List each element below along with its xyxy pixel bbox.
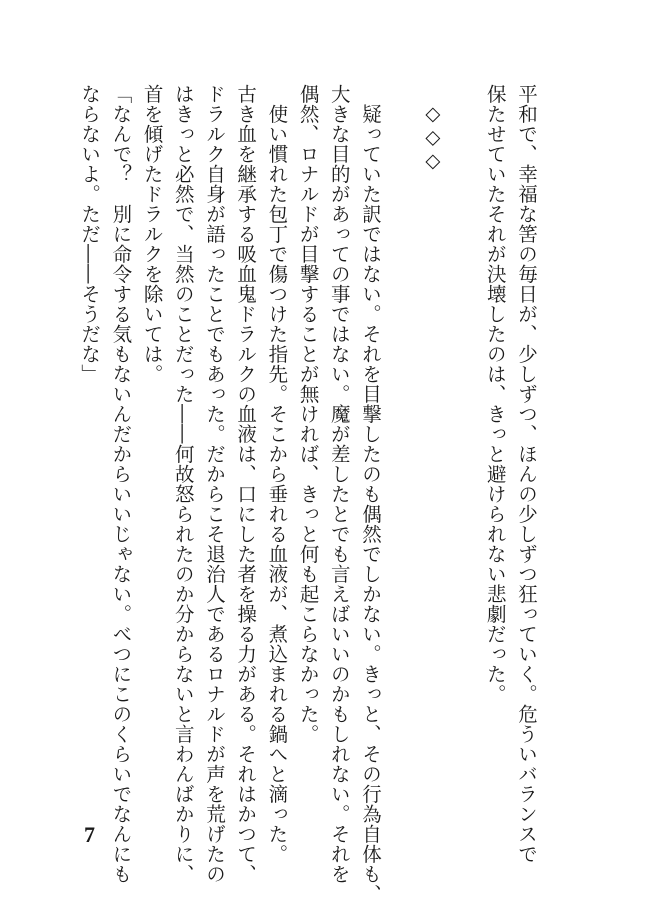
text-line: 「なんで？ 別に命令する気もないんだからいいじゃない。べつにこのくらいでなんにも bbox=[109, 84, 133, 884]
text-line: 平和で、幸福な筈の毎日が、少しずつ、ほんの少しずつ狂っていく。危ういバランスで bbox=[515, 84, 538, 864]
vertical-text-block bbox=[74, 84, 542, 904]
text-line: はきっと必然で、当然のことだった――何故怒られたのか分からないと言わんばかりに、 bbox=[171, 84, 195, 884]
text-line: ドラルク自身が語ったことでもあった。だからこそ退治人であるロナルドが声を荒げたの bbox=[202, 84, 226, 884]
text-line: 首を傾げたドラルクを除いては。 bbox=[140, 84, 164, 384]
page-number: 7 bbox=[84, 822, 95, 847]
text-line: 保たせていたそれが決壊したのは、きっと避けられない悲劇だった。 bbox=[483, 84, 507, 704]
text-line: 疑っていた訳ではない。それを目撃したのも偶然でしかない。きっと、その行為自体も、 bbox=[358, 103, 382, 904]
text-line: 使い慣れた包丁で傷つけた指先。そこから垂れる血液が、煮込まれる鍋へと滴った。 bbox=[265, 103, 289, 864]
text-line: 古き血を継承する吸血鬼ドラルクの血液は、口にした者を操る力がある。それはかつて、 bbox=[234, 84, 258, 884]
text-line: 大きな目的があっての事ではない。魔が差したとでも言えばいいのかもしれない。それを bbox=[327, 84, 351, 884]
text-line: 偶然、ロナルドが目撃することが無ければ、きっと何も起こらなかった。 bbox=[296, 84, 320, 744]
section-divider: ◇◇◇ bbox=[421, 102, 445, 173]
text-line: ならないよ。ただ――そうだな」 bbox=[78, 84, 102, 384]
blank-line bbox=[448, 84, 479, 809]
blank-line bbox=[386, 84, 417, 809]
